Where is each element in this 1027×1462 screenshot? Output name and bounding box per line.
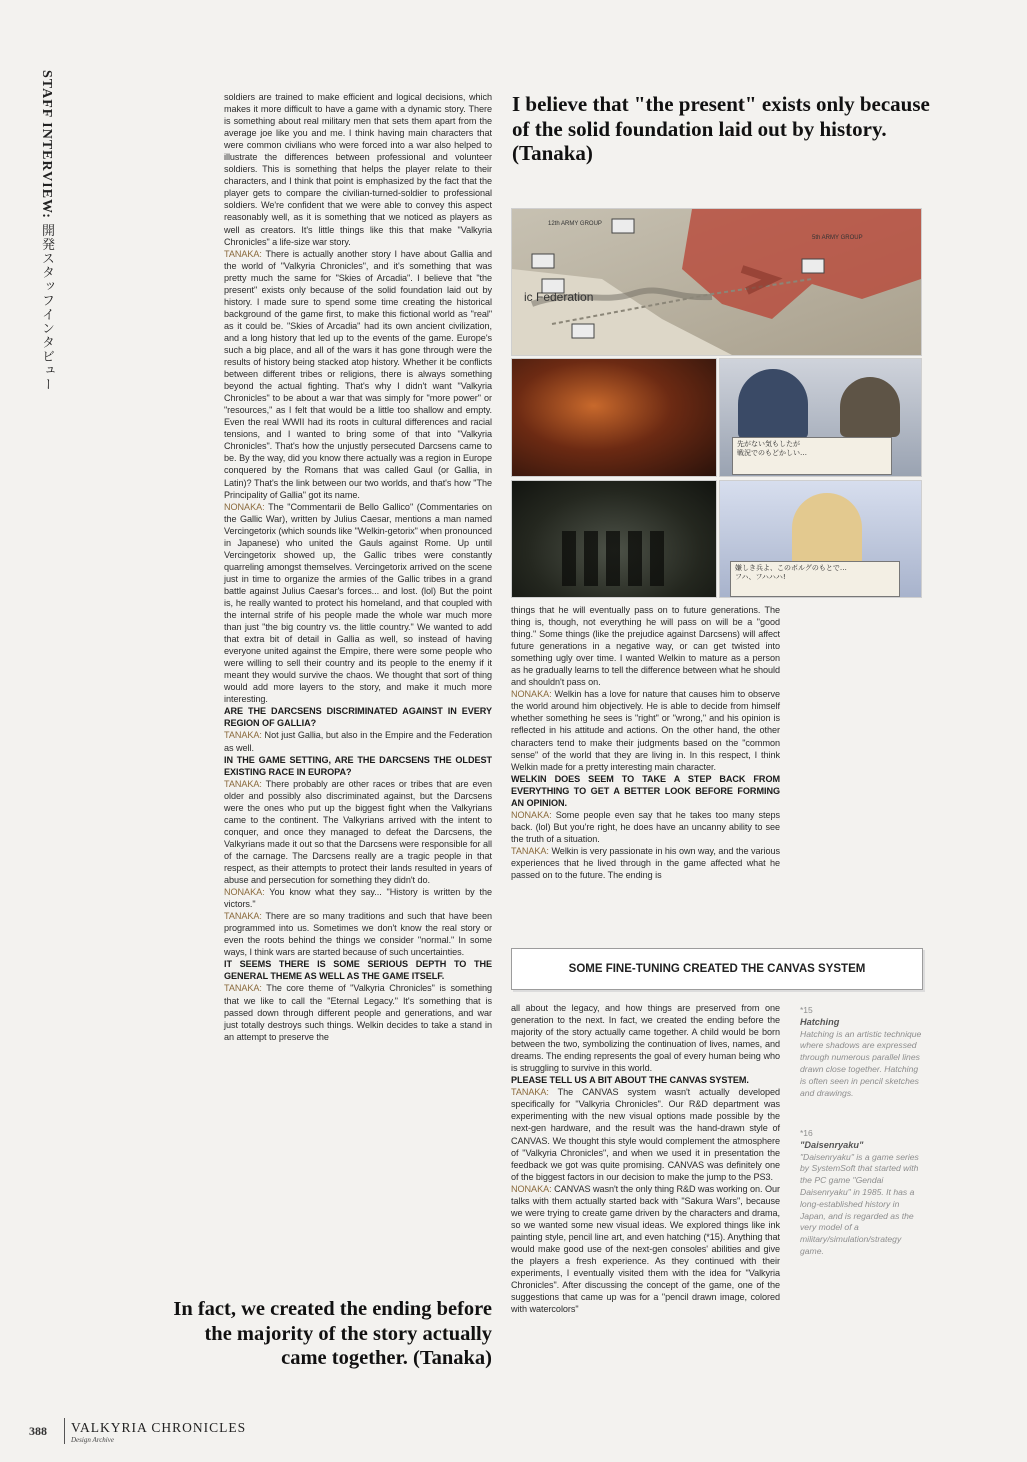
- interview-question: WELKIN DOES SEEM TO TAKE A STEP BACK FROM EVERYTHING TO GET A BETTER LOOK BEFORE FORMING AN OPINION.: [511, 773, 780, 808]
- speaker-name: TANAKA:: [224, 983, 262, 994]
- speaker-name: NONAKA:: [511, 1183, 552, 1194]
- interview-question: IT SEEMS THERE IS SOME SERIOUS DEPTH TO THE GENERAL THEME AS WELL AS THE GAME ITSELF.: [224, 959, 492, 982]
- speaker-name: TANAKA:: [224, 248, 262, 259]
- speaker-name: TANAKA:: [511, 845, 549, 856]
- speaker-name: TANAKA:: [224, 911, 262, 922]
- interview-answer: TANAKA: Welkin is very passionate in his own way, and the various experiences that he lived through in the game affected what he passed on to the future. The ending is: [511, 845, 780, 881]
- map-screenshot: [511, 208, 922, 356]
- soldier-silhouettes: [562, 531, 672, 586]
- right-upper-text-column: [511, 604, 780, 881]
- left-text-column: [224, 91, 492, 1043]
- footer-logo: VALKYRIA CHRONICLES: [71, 1420, 247, 1435]
- speaker-name: NONAKA:: [224, 887, 265, 898]
- note-15-number: *15: [800, 1005, 813, 1015]
- officer-figure: [738, 369, 808, 439]
- map-illustration: [512, 209, 921, 355]
- side-title-jp: 開発スタッフインタビュー: [39, 223, 54, 392]
- map-army-label-1: 12th ARMY GROUP: [548, 221, 602, 227]
- laughing-screenshot: [719, 480, 922, 598]
- officer-figure-2: [840, 377, 900, 437]
- map-federation-label: ic Federation: [524, 290, 594, 304]
- side-title: [30, 70, 56, 391]
- speaker-name: TANAKA:: [224, 730, 262, 741]
- interview-answer: TANAKA: There is actually another story I have about Gallia and the world of "Valkyria Chronicles", and it's something that was pretty much the same for "Skies of Arcadia". I believe that "the present" exists only because of the solid foundation laid out by history. I made sure to spend some time creating the historical background of the game first, to make this fictional world as "real" as it could be. "Skies of Arcadia" had its own ancient civilization, and a long history that led up to the events of the game. Europe's such a big place, and all of the wars it has gone through were the results of history being stacked atop history. Whether it be conflicts between different tribes or religions, there is always something beyond the actual fighting. That's why I didn't want "Valkyria Chronicles" to be about a war that was simply for "more power" or "resources," as I felt that would be a little too shallow and empty. Even the real WWII had its roots in cultural differences and racial tensions, and I wanted to bring some of that into "Valkyria Chronicles". That's how the unjustly persecuted Darcsens came to be. By the way, did you know there actually was a region in Europe conquered by the Romans that was called Gaul (or Gallia, in Latin)? That's the link between our two worlds, and that's how "The Principality of Gallia" got its name.: [224, 248, 492, 500]
- officer-screenshot: [719, 358, 922, 477]
- side-title-en: STAFF INTERVIEW:: [39, 70, 54, 219]
- footer-subtitle: Design Archive: [71, 1436, 114, 1444]
- interview-answer: NONAKA: You know what they say... "History is written by the victors.": [224, 887, 492, 910]
- pull-quote-top: I believe that "the present" exists only because of the solid foundation laid out by history. (Tanaka): [512, 92, 930, 165]
- interview-answer: TANAKA: There are so many traditions and such that have been programmed into us. Sometimes we don't know the real story or even the roots behind the things we consider "normal." In some ways, I think wars are started because of such uncertainties.: [224, 911, 492, 958]
- interview-answer: NONAKA: Welkin has a love for nature that causes him to observe the world around him objectively. He is able to decide from himself whether something he sees is "right" or "wrong," and his opinion is reflected in his attitude and actions. On the other hand, the other characters tend to make their judgments based on the "common sense" of the world that they are living in. In this respect, I think Welkin made for a pretty interesting main character.: [511, 689, 780, 772]
- speaker-name: TANAKA:: [511, 1087, 549, 1098]
- body-paragraph: all about the legacy, and how things are preserved from one generation to the next. In fact, we created the ending before the majority of the story actually came together. A child would be born between the two, symbolizing the continuation of lives, names, and dreams. The ending represents the goal of every human being who is struggling to survive in this world.: [511, 1003, 780, 1074]
- speaker-name: NONAKA:: [511, 689, 552, 700]
- speaker-name: NONAKA:: [511, 809, 552, 820]
- section-title: SOME FINE-TUNING CREATED THE CANVAS SYSTEM: [568, 963, 866, 975]
- interview-answer: TANAKA: There probably are other races or tribes that are even older and possibly also discriminated against, but the Darcsens were the ones who put up the biggest fight when the Valkyrians came to the continent. The Valkyrians arrived with the intent to conquer, and once they managed to defeat the Darcsens, the Valkyrians made it out so that the Darcsens were responsible for all of the carnage. The Darcsens really are a tragic people in that respect, as their attempts to protect their lands resulted in years of abuse and persecution for something they didn't do.: [224, 778, 492, 886]
- interview-question: ARE THE DARCSENS DISCRIMINATED AGAINST IN EVERY REGION OF GALLIA?: [224, 706, 492, 729]
- interview-answer: TANAKA: The core theme of "Valkyria Chronicles" is something that we like to call the "Eternal Legacy." It's something that is passed down through different people and generations, and war just totally destroys such things. Welkin decides to take a stand in an attempt to preserve the: [224, 983, 492, 1042]
- dialog-box-1: 先がない気もしたが 戦況でのもどかしい…: [732, 437, 892, 475]
- interview-answer: NONAKA: Some people even say that he takes too many steps back. (lol) But you're right, he does have an uncanny ability to see the truth of a situation.: [511, 809, 780, 844]
- speaker-name: TANAKA:: [224, 778, 262, 789]
- note-16-number: *16: [800, 1128, 813, 1138]
- soldiers-screenshot: [511, 480, 717, 598]
- note-16-text: "Daisenryaku" is a game series by SystemSoft that started with the PC game "Gendai Daisenryaku" in 1985. It has a long-established history in Japan, and is regarded as the very model of a military/simulation/strategy game.: [800, 1151, 919, 1256]
- page-number: 388: [29, 1424, 47, 1438]
- note-15-text: Hatching is an artistic technique where shadows are expressed through numerous parallel lines drawn close together. Hatching is often seen in pencil sketches and drawings.: [800, 1028, 922, 1098]
- fire-screenshot: [511, 358, 717, 477]
- speaker-name: NONAKA:: [224, 501, 265, 512]
- note-15: [800, 1005, 922, 1099]
- interview-answer: TANAKA: The CANVAS system wasn't actually developed specifically for "Valkyria Chronicles". Our R&D department was experimenting with the new visual options made possible by the next-gen hardware, and the result was the hand-drawn style of CANVAS. We thought this style would complement the atmosphere of "Valkyria Chronicles", and when we used it in presentation the feedback we got was quite promising. CANVAS was definitely one of the biggest factors in our decision to make the jump to the PS3.: [511, 1087, 780, 1182]
- note-16: [800, 1128, 922, 1258]
- section-title-box: [511, 948, 923, 990]
- interview-answer: NONAKA: The "Commentarii de Bello Gallico" (Commentaries on the Gallic War), written by Julius Caesar, mentions a man named Vercingetorix (which sounds like "Welkin-getorix" when pronounced in Japanese) who united the Gauls against Rome. Up until Vercingetorix showed up, the Gallic tribes were constantly quarreling amongst themselves. Vercingetorix arrived on the scene just in time to organize the armies of the Gallic tribes in a grand battle against Julius Caesar's forces... and lost. (lol) But the point is, he really wanted to protect his homeland, and that coupled with the internal strife of his people made the whole war much more than just "the big country vs. the little country." We wanted to add that extra bit of detail in Gallia as well, so instead of having everyone united against the Empire, there were some people who were willing to sell their country and its people to the enemy if it meant they would survive the chaos. We thought that sort of thing would add more layers to the story, and make it much more interesting.: [224, 501, 492, 705]
- note-16-title: "Daisenryaku": [800, 1139, 864, 1150]
- body-paragraph: soldiers are trained to make efficient and logical decisions, which makes it more difficult to have a game with a dynamic story. There is something about real military men that sets them apart from the average joe like you and me. I think having main characters that were common civilians who were forced into a war also helped to illustrate the differences between professional and volunteer soldiers. This is something that helps the player relate to their characters, and I think that point is emphasized by the fact that the player gets to compare the civilian-turned-soldier to professional soldiers. We're confident that we were able to convey this aspect reasonably well, as it is something that we noticed as players as well as creators. It's little things like this that make "Valkyria Chronicles" a life-size war story.: [224, 92, 492, 247]
- interview-question: IN THE GAME SETTING, ARE THE DARCSENS THE OLDEST EXISTING RACE IN EUROPA?: [224, 754, 492, 777]
- interview-answer: TANAKA: Not just Gallia, but also in the Empire and the Federation as well.: [224, 730, 492, 753]
- interview-question: PLEASE TELL US A BIT ABOUT THE CANVAS SYSTEM.: [511, 1075, 749, 1086]
- map-army-label-2: 5th ARMY GROUP: [812, 235, 863, 241]
- right-lower-text-column: [511, 1002, 780, 1315]
- body-paragraph: things that he will eventually pass on to future generations. The thing is, though, not everything he will pass on will be a "good thing." Some things (like the prejudice against Darcsens) will affect future generations in a negative way, or can get twisted into something ugly over time. I wanted Welkin to mature as a person as he gradually learns to tell the difference between what he should and shouldn't pass on.: [511, 605, 780, 688]
- note-15-title: Hatching: [800, 1016, 840, 1027]
- pull-quote-bottom: In fact, we created the ending before the majority of the story actually came together. (Tanaka): [173, 1298, 492, 1369]
- dialog-box-2: 嫌しき兵よ、このボルグのもとで… フハ、フハハハ!: [730, 561, 900, 597]
- footer-divider: [64, 1418, 65, 1444]
- interview-answer: NONAKA: CANVAS wasn't the only thing R&D was working on. Our talks with them actually started back with "Sakura Wars", because we were trying to create game driven by the characters and drama, so we wanted some new visual ideas. We explored things like ink painting style, pencil line art, and even hatching (*15). Anything that would make good use of the next-gen consoles' abilities and give the players a fresh experience. As they continued with their experiments, I eventually visited them with the idea for "Valkyria Chronicles". After discussing the concept of the game, one of the suggestions that came up was for a "pencil drawn image, colored with watercolors": [511, 1183, 780, 1315]
